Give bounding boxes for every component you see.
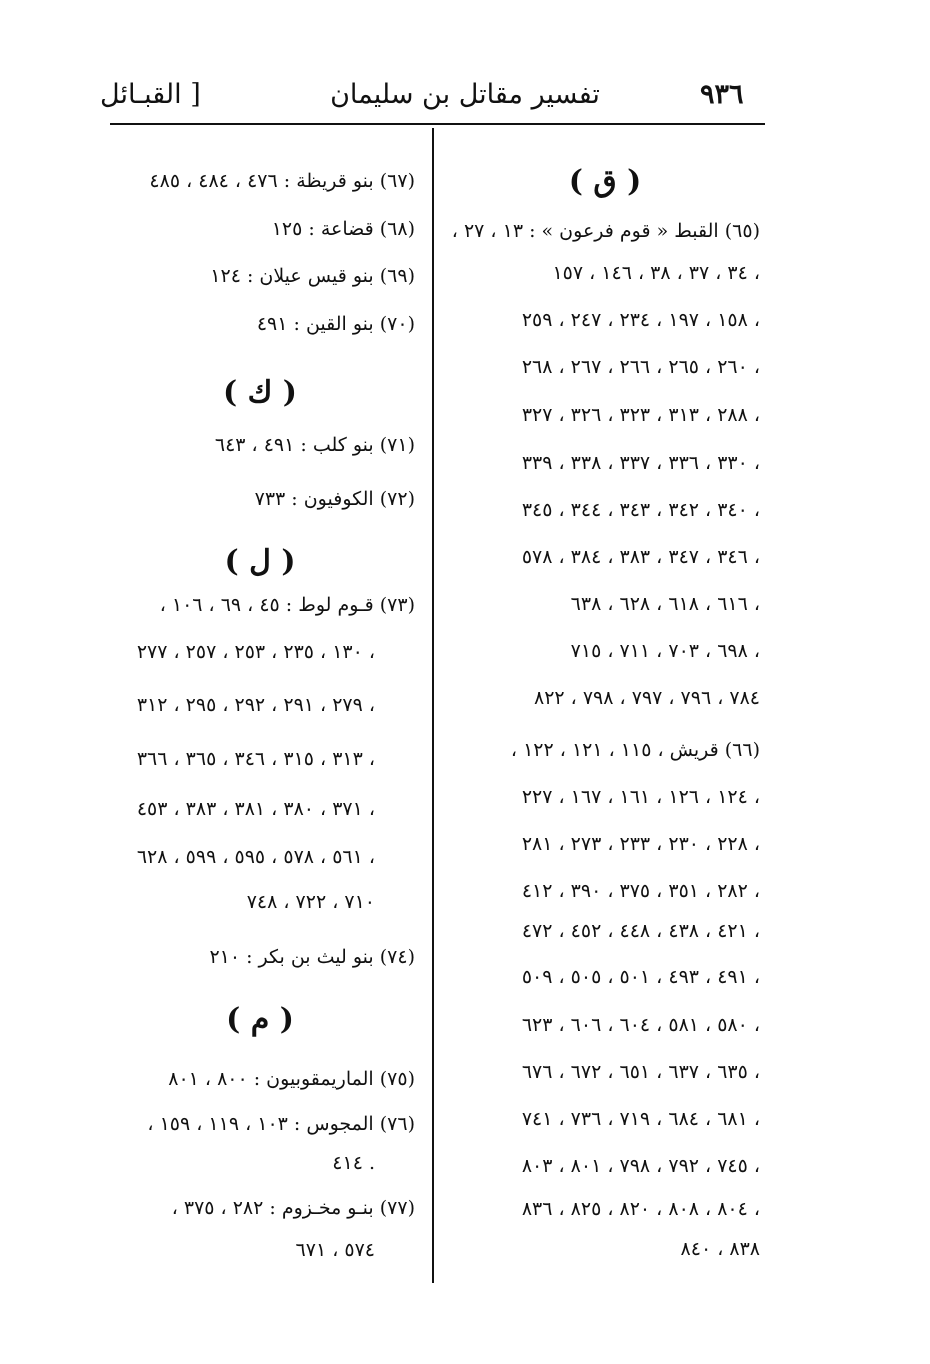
- index-entry: (٦٩) بنو قيس عيلان : ١٢٤: [210, 265, 415, 287]
- index-line: ٨٣٨ ، ٨٤٠: [680, 1238, 760, 1260]
- index-line: ٤٩١ ، ٤٩٣ ، ٥٠١ ، ٥٠٥ ، ٥٠٩ ،: [521, 966, 760, 988]
- index-entry: (٧٧) بنـو مخـزوم : ٢٨٢ ، ٣٧٥ ،: [171, 1197, 415, 1219]
- index-line: ٥٨٠ ، ٥٨١ ، ٦٠٤ ، ٦٠٦ ، ٦٢٣ ،: [521, 1014, 760, 1036]
- index-entry: (٧٤) بنو ليث بن بكر : ٢١٠: [209, 946, 415, 968]
- index-entry: (٧٢) الكوفيون : ٧٣٣: [254, 488, 415, 510]
- running-title: تفسير مقاتل بن سليمان: [330, 79, 600, 110]
- index-line: ٤٢١ ، ٤٣٨ ، ٤٤٨ ، ٤٥٢ ، ٤٧٢ ،: [521, 920, 760, 942]
- index-line: ٣١٣ ، ٣١٥ ، ٣٤٦ ، ٣٦٥ ، ٣٦٦ ،: [136, 748, 375, 770]
- index-entry: (٧٠) بنو القين : ٤٩١: [256, 313, 415, 335]
- index-line: ٣٤٠ ، ٣٤٢ ، ٣٤٣ ، ٣٤٤ ، ٣٤٥ ،: [521, 499, 760, 521]
- index-entry: (٦٨) قضاعة : ١٢٥: [271, 218, 415, 240]
- index-entry: (٧١) بنو كلب : ٤٩١ ، ٦٤٣: [214, 434, 415, 456]
- index-line: ٣٤٦ ، ٣٤٧ ، ٣٨٣ ، ٣٨٤ ، ٥٧٨ ،: [521, 546, 760, 568]
- index-line: ٥٧٤ ، ٦٧١: [295, 1239, 375, 1261]
- index-line: ٦٩٨ ، ٧٠٣ ، ٧١١ ، ٧١٥ ،: [570, 640, 760, 662]
- index-line: ٥٦١ ، ٥٧٨ ، ٥٩٥ ، ٥٩٩ ، ٦٢٨ ،: [136, 846, 375, 868]
- index-line: ١٢٤ ، ١٢٦ ، ١٦١ ، ١٦٧ ، ٢٢٧ ،: [521, 786, 760, 808]
- index-entry: (٧٣) قـوم لوط : ٤٥ ، ٦٩ ، ١٠٦ ،: [159, 594, 415, 616]
- index-entry: (٦٧) بنو قريظة : ٤٧٦ ، ٤٨٤ ، ٤٨٥: [149, 170, 415, 192]
- letter-heading-kaf: ( ك ): [222, 375, 297, 410]
- index-line: ٢٦٠ ، ٢٦٥ ، ٢٦٦ ، ٢٦٧ ، ٢٦٨ ،: [521, 356, 760, 378]
- index-entry: (٧٦) المجوس : ١٠٣ ، ١١٩ ، ١٥٩ ،: [147, 1113, 415, 1135]
- letter-heading-mim: ( م ): [226, 1002, 294, 1037]
- index-line: ٧٤٥ ، ٧٩٢ ، ٧٩٨ ، ٨٠١ ، ٨٠٣ ،: [521, 1155, 760, 1177]
- index-line: ٨٠٤ ، ٨٠٨ ، ٨٢٠ ، ٨٢٥ ، ٨٣٦ ،: [521, 1198, 760, 1220]
- letter-heading-lam: ( ل ): [224, 544, 296, 579]
- index-line: ٢٢٨ ، ٢٣٠ ، ٢٣٣ ، ٢٧٣ ، ٢٨١ ،: [521, 833, 760, 855]
- index-line: ٤١٤ .: [332, 1152, 375, 1174]
- index-line: ٧٨٤ ، ٧٩٦ ، ٧٩٧ ، ٧٩٨ ، ٨٢٢: [534, 687, 760, 709]
- index-line: ٢٨٨ ، ٣١٣ ، ٣٢٣ ، ٣٢٦ ، ٣٢٧ ،: [521, 404, 760, 426]
- column-divider: [432, 128, 434, 1283]
- index-line: ٧١٠ ، ٧٢٢ ، ٧٤٨: [246, 891, 375, 913]
- letter-heading-qaf: ( ق ): [568, 164, 642, 199]
- index-line: ٦٨١ ، ٦٨٤ ، ٧١٩ ، ٧٣٦ ، ٧٤١ ،: [521, 1108, 760, 1130]
- index-line: ١٣٠ ، ٢٣٥ ، ٢٥٣ ، ٢٥٧ ، ٢٧٧ ،: [136, 641, 375, 663]
- page-number: ٩٣٦: [700, 79, 744, 110]
- index-line: ٢٧٩ ، ٢٩١ ، ٢٩٢ ، ٢٩٥ ، ٣١٢ ،: [136, 694, 375, 716]
- index-line: ١٥٨ ، ١٩٧ ، ٢٣٤ ، ٢٤٧ ، ٢٥٩ ،: [521, 309, 760, 331]
- index-line: ٢٨٢ ، ٣٥١ ، ٣٧٥ ، ٣٩٠ ، ٤١٢ ،: [521, 880, 760, 902]
- index-line: ٦٣٥ ، ٦٣٧ ، ٦٥١ ، ٦٧٢ ، ٦٧٦ ،: [521, 1061, 760, 1083]
- index-entry: (٦٥) القبط « قوم فرعون » : ١٣ ، ٢٧ ،: [451, 220, 760, 242]
- index-line: ٣٧١ ، ٣٨٠ ، ٣٨١ ، ٣٨٣ ، ٤٥٣ ،: [136, 798, 375, 820]
- index-line: ٦١٦ ، ٦١٨ ، ٦٢٨ ، ٦٣٨ ،: [570, 593, 760, 615]
- index-line: ٣٤ ، ٣٧ ، ٣٨ ، ١٤٦ ، ١٥٧ ،: [552, 262, 760, 284]
- index-line: ٣٣٠ ، ٣٣٦ ، ٣٣٧ ، ٣٣٨ ، ٣٣٩ ،: [521, 452, 760, 474]
- index-entry: (٧٥) الماريمقوبيون : ٨٠٠ ، ٨٠١: [168, 1068, 415, 1090]
- section-title: [ القبـائل: [100, 79, 201, 110]
- header-rule: [110, 123, 765, 125]
- index-entry: (٦٦) قريش ، ١١٥ ، ١٢١ ، ١٢٢ ،: [510, 739, 760, 761]
